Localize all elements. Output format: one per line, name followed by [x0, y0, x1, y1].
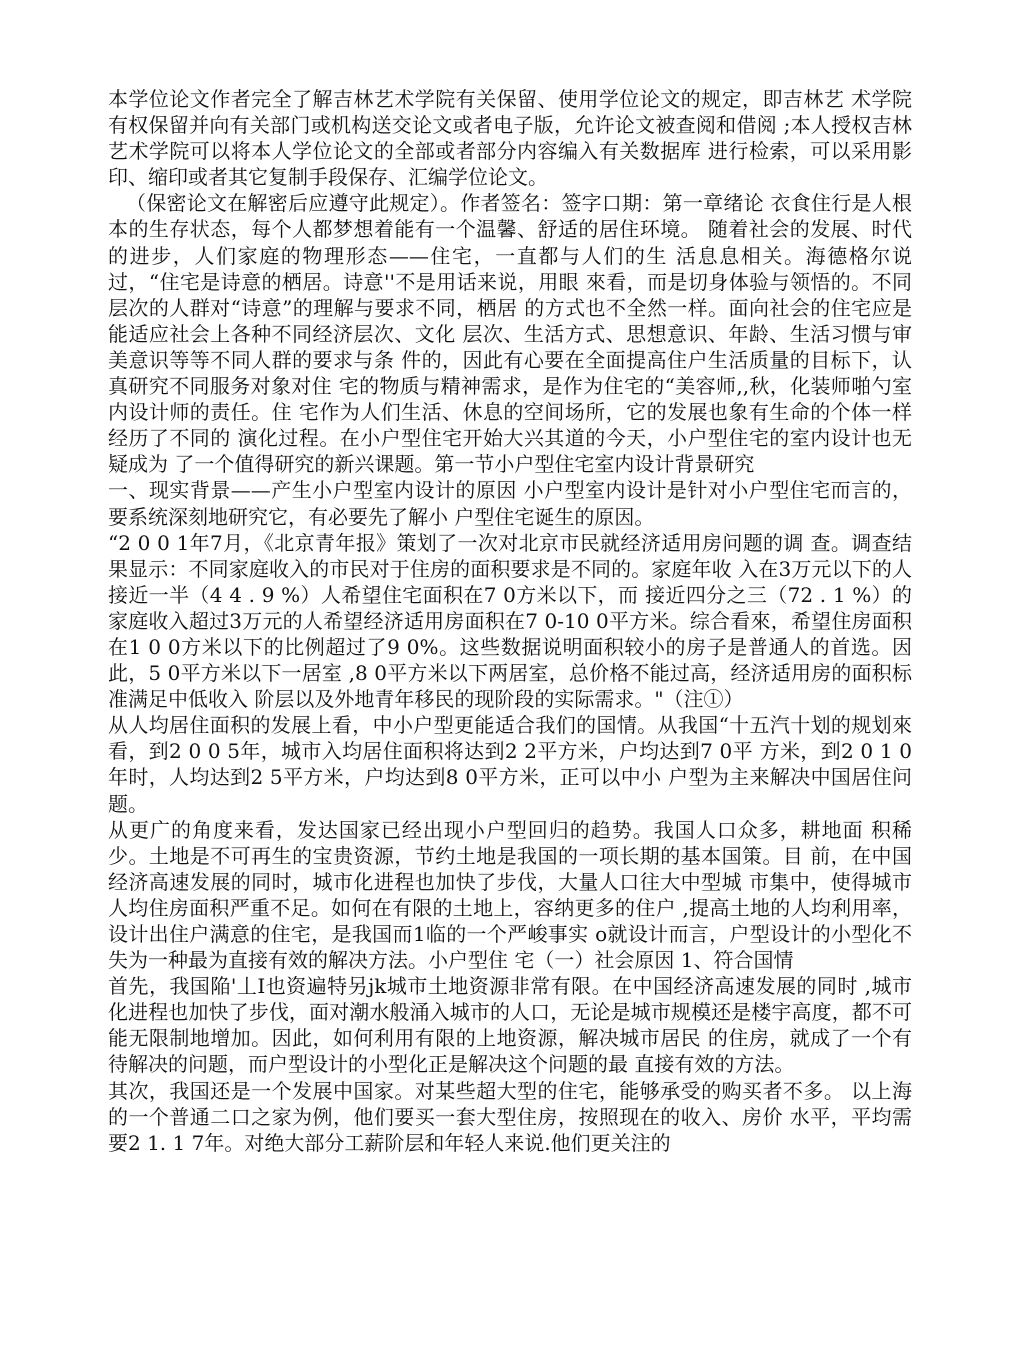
- paragraph-survey: “2 0 0 1年7月，《北京青年报》策划了一次对北京市民就经济适用房问题的调 查。调查结果显示：不同家庭收入的市民对于住房的面积要求是不同的。家庭年收 入在3万元以下的人接近一半（4 4 . 9 %）人希望住宅面积在7 0方米以下，而 接近四分之三（72 . 1 %）的家庭收入超过3万元的人希望经济适用房面积在7 0-10 0平方米。综合看來，希望住房面积在1 0 0方米以下的比例超过了9 0%。这些数据说明面积较小的房子是普通人的首选。因此，5 0平方米以下一居室 ,8 0平方米以下两居室，总价格不能过高，经济适用房的面积标准满足中低收入 阶层以及外地青年移民的现阶段的实际需求。"（注①）: [108, 530, 912, 712]
- paragraph-broader-view: 从更广的角度来看，发达国家已经出现小户型回归的趋势。我国人口众多，耕地面 积稀少。土地是不可再生的宝贵资源，节约土地是我国的一项长期的基本国策。目 前，在中国经济高速发展的同时，城市化进程也加快了步伐，大量人口往大中型城 市集中，使得城市人均住房面积严重不足。如何在有限的土地上，容纳更多的住户 ,提高土地的人均利用率，设计出住户满意的住宅，是我国而1临的一个严峻事实 o就设计而言，户型设计的小型化不失为一种最为直接有效的解决方法。小户型住 宅（一）社会原因 1、符合国情: [108, 817, 912, 973]
- paragraph-first-reason: 首先，我国陥'丄I也资遍特另jk城市土地资源非常有限。在中国经济高速发展的同时 ,城市化进程也加快了步伐，面对潮水般涌入城市的人口，无论是城市规模还是楼宇高度，都不可能无限制地增加。因此，如何利用有限的上地资源，解决城市居民 的住房，就成了一个有待解决的问题，而户型设计的小型化正是解决这个问题的最 直接有效的方法。: [108, 974, 912, 1077]
- paragraph-copyright: 本学位论文作者完全了解吉林艺术学院有关保留、使用学位论文的规定，即吉林艺 术学院有权保留并向有关部门或机构送交论文或者电子版，允许论文被查阅和借阅 ;本人授权吉林艺术学院可以将本人学位论文的全部或者部分内容编入有关数据库 进行检索，可以采用影印、缩印或者其它复制手段保存、汇编学位论文。: [108, 87, 912, 190]
- paragraph-second-reason: 其次，我国还是一个发展中国家。对某些超大型的住宅，能够承受的购买者不多。 以上海的一个普通二口之家为例，他们要买一套大型住房，按照现在的收入、房价 水平，平均需要2 1. 1 7年。对绝大部分工薪阶层和年轻人来说.他们更关注的: [108, 1078, 912, 1155]
- paragraph-background: 一、现实背景——产生小户型室内设计的原因 小户型室内设计是针对小户型住宅而言的，要系统深刻地研究它，有必要先了解小 户型住宅诞生的原因。: [108, 478, 912, 529]
- paragraph-living-area: 从人均居住面积的发展上看，中小户型更能适合我们的国情。从我国“十五汽十划的规划來看，到2 0 0 5年，城市入均居住面积将达到2 2平方米，户均达到7 0平 方米，到2 0 1 0年时，人均达到2 5平方米，户均达到8 0平方米，正可以中小 户型为主来解决中国居住问题。: [108, 713, 912, 816]
- paragraph-intro: （保密论文在解密后应遵守此规定）。作者签名：签字口期：第一章绪论 衣食住行是人根本的生存状态，每个人都梦想着能有一个温馨、舒适的居住环境。 随着社会的发展、时代的进步，人们家庭的物理形态——住宅，一直都与人们的生 活息息相关。海德格尔说过，“住宅是诗意的栖居。诗意''不是用话来说，用眼 來看，而是切身体验与领悟的。不同层次的人群对“诗意”的理解与要求不同，栖居 的方式也不全然一样。面向社会的住宅应是能适应社会上各种不同经济层次、文化 层次、生活方式、思想意识、年龄、生活习惯与审美意识等等不同人群的要求与条 件的，因此有心要在全面提高住户生活质量的目标下，认真研究不同服务对象对住 宅的物质与精神需求，是作为住宅的“美容师,,秋，化装师啪勺室内设计师的责任。住 宅作为人们生活、休息的空间场所，它的发展也象有生命的个体一样经历了不同的 演化过程。在小户型住宅开始大兴其道的今天，小户型住宅的室内设计也无疑成为 了一个值得研究的新兴课题。第一节小户型住宅室内设计背景研究: [108, 191, 912, 477]
